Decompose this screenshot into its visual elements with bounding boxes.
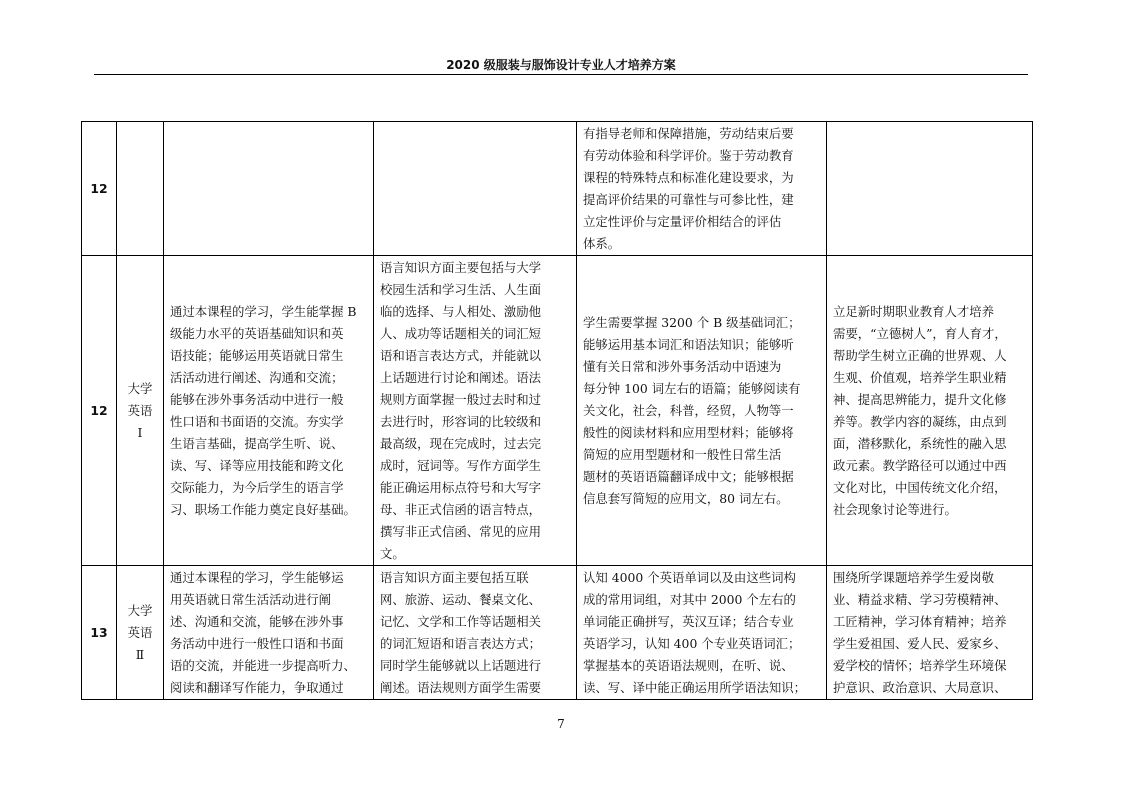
course-ideology <box>827 566 1033 700</box>
course-ideology <box>827 256 1033 566</box>
table-row <box>82 566 1033 700</box>
course-ideology <box>827 122 1033 256</box>
course-name <box>117 566 164 700</box>
course-requirements <box>577 256 827 566</box>
course-objective-text: 通过本课程的学习，学生能掌握 B 级能力水平的英语基础知识和英 语技能；能够运用英语就日常生 活活动进行阐述、沟通和交流； 能够在涉外事务活动中进行一般 性口语和书面语的交流。夯实学 生语言基础，提高学生听、说、 读、写、译等应用技能和跨文化 交际能力，为今后学生的语言学 习、职场工作能力奠定良好基础。 <box>170 304 357 517</box>
course-number: 12 <box>82 122 117 256</box>
course-ideology-text: 围绕所学课题培养学生爱岗敬 业、精益求精、学习劳模精神、 工匠精神，学习体育精神；培养 学生爱祖国、爱人民、爱家乡、 爱学校的情怀；培养学生环境保 护意识、政治意识、大局意识、 <box>833 570 1007 695</box>
course-objective <box>164 566 374 700</box>
course-requirements-text: 学生需要掌握 3200 个 B 级基础词汇； 能够运用基本词汇和语法知识；能够听 懂有关日常和涉外事务活动中语速为 每分钟 100 词左右的语篇；能够阅读有 关文化，社会，科普，经贸，人物等一 般性的阅读材料和应用型材料；能够将 简短的应用型题材和一般性日常生活 题材的英语语篇翻译成中文；能够根据 信息套写简短的应用文，80 词左右。 <box>583 315 801 506</box>
course-ideology-text: 立足新时期职业教育人才培养 需要，“立德树人”，育人育才， 帮助学生树立正确的世界观、人 生观、价值观，培养学生职业精 神、提高思辨能力，提升文化修 养等。教学内容的凝练，由点到 面，潜移默化，系统性的融入思 政元素。教学路径可以通过中西 文化对比，中国传统文化介绍， 社会现象讨论等进行。 <box>833 304 1007 517</box>
curriculum-table <box>81 121 1033 700</box>
course-name <box>117 256 164 566</box>
table-row <box>82 256 1033 566</box>
table-row <box>82 122 1033 256</box>
course-objective <box>164 122 374 256</box>
course-number: 13 <box>82 566 117 700</box>
course-content-text: 语言知识方面主要包括互联 网、旅游、运动、餐桌文化、 记忆、文学和工作等话题相关 的词汇短语和语言表达方式； 同时学生能够就以上话题进行 阐述。语法规则方面学生需要 <box>380 570 542 695</box>
course-requirements <box>577 566 827 700</box>
course-name <box>117 122 164 256</box>
course-content <box>374 122 577 256</box>
course-number: 12 <box>82 256 117 566</box>
course-name-text: 大学 英语 Ⅱ <box>127 602 153 662</box>
course-requirements-text: 有指导老师和保障措施，劳动结束后要 有劳动体验和科学评价。鉴于劳动教育 课程的特殊特点和标准化建设要求，为 提高评价结果的可靠性与可参比性，建 立定性评价与定量评价相结合的评估 体系。 <box>583 126 794 251</box>
page-header-title: 2020 级服装与服饰设计专业人才培养方案 <box>446 58 676 72</box>
course-content <box>374 256 577 566</box>
header-rule <box>94 74 1028 75</box>
course-name-text: 大学 英语 Ⅰ <box>127 380 153 440</box>
course-objective-text: 通过本课程的学习，学生能够运 用英语就日常生活活动进行阐 述、沟通和交流，能够在涉外事 务活动中进行一般性口语和书面 语的交流，并能进一步提高听力、 阅读和翻译写作能力，争取通过 <box>170 570 356 695</box>
course-requirements-text: 认知 4000 个英语单词以及由这些词构 成的常用词组，对其中 2000 个左右的 单词能正确拼写，英汉互译；结合专业 英语学习，认知 400 个专业英语词汇； 掌握基本的英语语法规则，在听、说、 读、写、译中能正确运用所学语法知识； <box>583 570 807 695</box>
course-requirements <box>577 122 827 256</box>
course-content-text: 语言知识方面主要包括与大学 校园生活和学习生活、人生面 临的选择、与人相处、激励他 人、成功等话题相关的词汇短 语和语言表达方式，并能就以 上话题进行讨论和阐述。语法 规则方面掌握一般过去时和过 去进行时，形容词的比较级和 最高级，现在完成时，过去完 成时，冠词等。写作方面学生 能正确运用标点符号和大写字 母、非正式信函的语言特点， 撰写非正式信函、常见的应用 文。 <box>380 260 542 561</box>
course-content <box>374 566 577 700</box>
page-number: 7 <box>557 717 565 731</box>
course-objective <box>164 256 374 566</box>
